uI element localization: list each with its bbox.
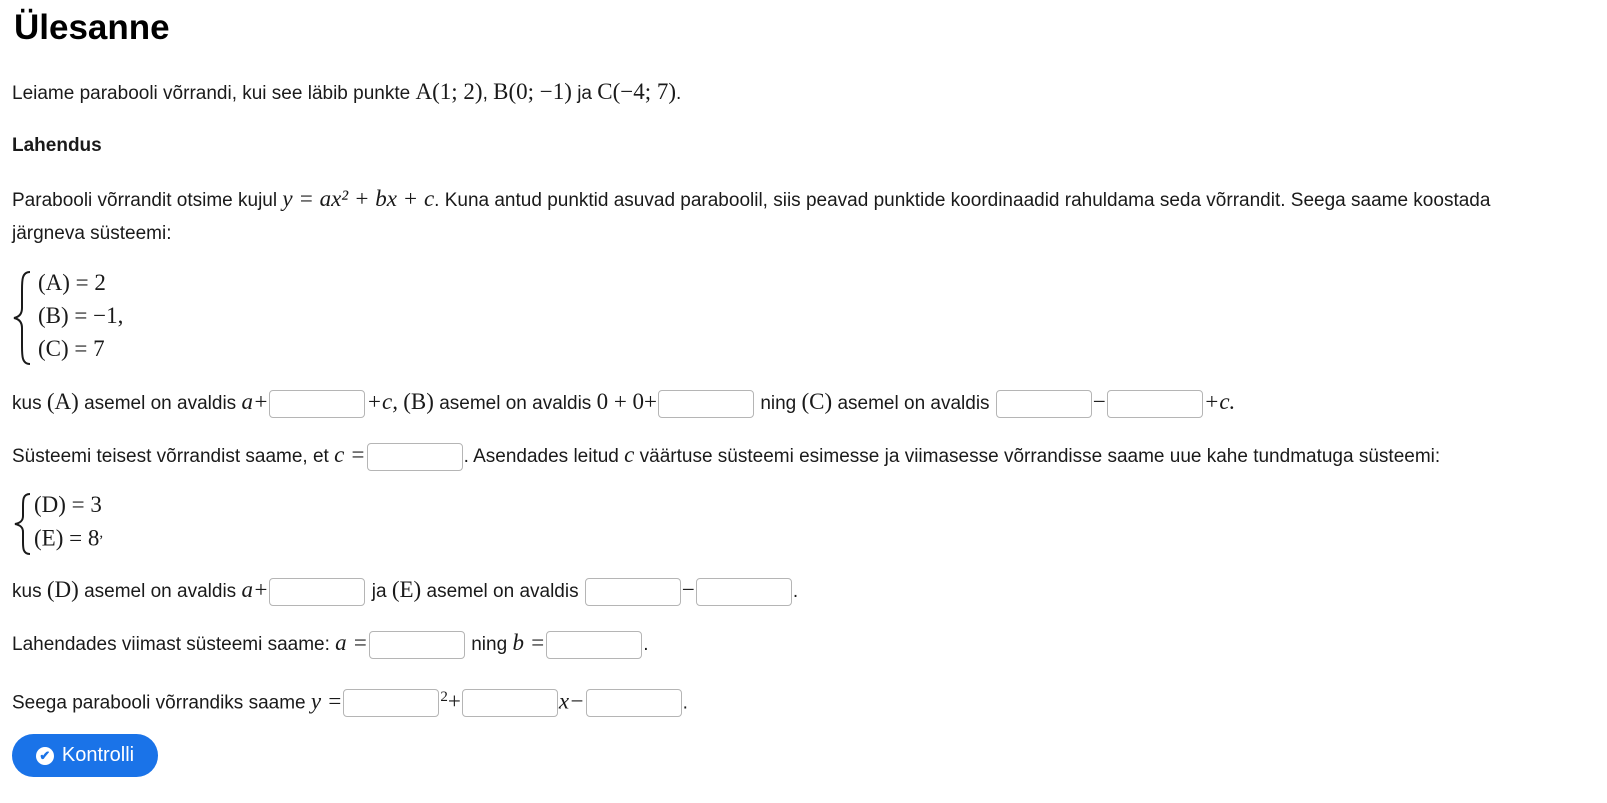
answer-input-e2[interactable]	[696, 578, 792, 606]
intro-paragraph: Leiame parabooli võrrandi, kui see läbib punkte A(1; 2), B(0; −1) ja C(−4; 7).	[12, 79, 682, 104]
answer-input-2[interactable]	[658, 390, 754, 418]
answer-input-4[interactable]	[1107, 390, 1203, 418]
answer-input-b[interactable]	[546, 631, 642, 659]
row-final: Seega parabooli võrrandiks saame y = $^2$+ x− .	[12, 683, 688, 717]
answer-input-e1[interactable]	[585, 578, 681, 606]
paragraph-1-cont: järgneva süsteemi:	[12, 223, 172, 244]
row-kus-2: kus (D) asemel on avaldis a+ ja (E) asemel on avaldis − .	[12, 576, 798, 606]
paragraph-1: Parabooli võrrandit otsime kujul y = ax² + bx + c. Kuna antud punktid asuvad paraboolil, siis peavad punktide koordinaadid rahuldama seda võrrandit. Seega saame koostada	[12, 186, 1491, 211]
system-2-line-e: (E) = 8,	[34, 525, 104, 551]
row-kus-1: kus (A) asemel on avaldis a+ +c, (B) asemel on avaldis 0 + 0+ ning (C) asemel on avaldis − +c.	[12, 388, 1235, 418]
answer-input-final-b[interactable]	[462, 689, 558, 717]
parabola-form: y = ax² + bx + c	[282, 186, 435, 211]
system-1	[12, 270, 212, 370]
answer-input-final-c[interactable]	[586, 689, 682, 717]
left-brace-icon	[12, 270, 34, 366]
answer-input-3[interactable]	[996, 390, 1092, 418]
answer-input-a[interactable]	[369, 631, 465, 659]
check-button[interactable]	[12, 734, 158, 777]
row-solve: Lahendades viimast süsteemi saame: a = ning b = .	[12, 629, 649, 659]
system-1-line-c: (C) = 7	[38, 336, 105, 361]
left-brace-icon	[12, 492, 34, 556]
point-a: A(1; 2)	[415, 79, 483, 104]
system-2-line-d: (D) = 3	[34, 492, 102, 517]
point-c: C(−4; 7)	[597, 79, 677, 104]
page-title: Ülesanne	[14, 8, 170, 47]
answer-input-1[interactable]	[269, 390, 365, 418]
solution-heading: Lahendus	[12, 135, 102, 156]
answer-input-d[interactable]	[269, 578, 365, 606]
answer-input-final-a[interactable]	[343, 689, 439, 717]
system-1-line-b: (B) = −1,	[38, 303, 124, 328]
point-b: B(0; −1)	[493, 79, 572, 104]
system-1-line-a: (A) = 2	[38, 270, 106, 295]
check-button-label: Kontrolli	[61, 744, 135, 766]
answer-input-c[interactable]	[367, 443, 463, 471]
system-2	[12, 492, 212, 562]
row-c-value: Süsteemi teisest võrrandist saame, et c = . Asendades leitud c väärtuse süsteemi esimesse ja viimasesse võrrandisse saame uue kahe tundmatuga süsteemi:	[12, 441, 1440, 471]
check-circle-icon: ✔	[36, 747, 54, 765]
